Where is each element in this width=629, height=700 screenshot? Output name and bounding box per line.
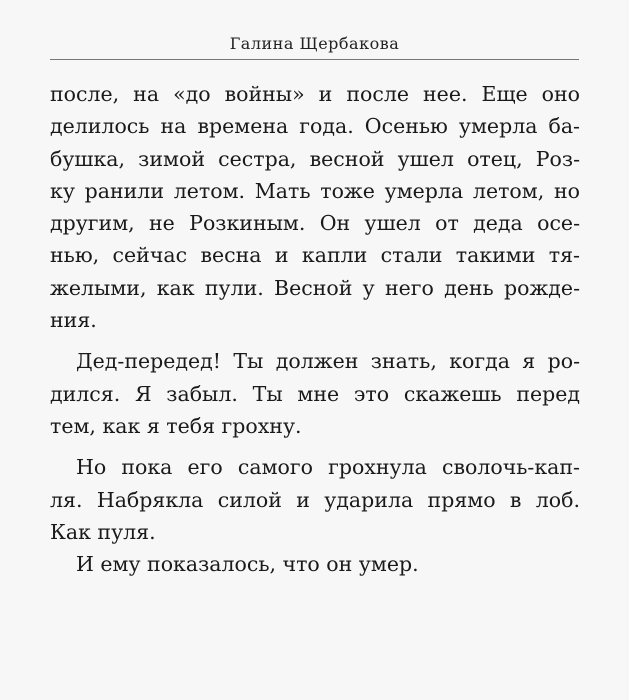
- text-line: бушка, зимой сестра, весной ушел отец, Роз-: [50, 146, 580, 171]
- paragraph: [50, 345, 580, 442]
- text-line: Но пока его самого грохнула сволочь-кап-: [76, 455, 580, 480]
- text-line: другим, не Розкиным. Он ушел от деда осе-: [50, 211, 580, 236]
- header-rule: [50, 59, 579, 60]
- text-line: ку ранили летом. Мать тоже умерла летом, но: [50, 178, 580, 203]
- text-line: ля. Набрякла силой и ударила прямо в лоб.: [50, 487, 580, 512]
- running-header: Галина Щербакова: [229, 34, 400, 53]
- text-line: нью, сейчас весна и капли стали такими тя-: [50, 243, 580, 268]
- text-line: дился. Я забыл. Ты мне это скажешь перед: [50, 381, 580, 406]
- text-line: делилось на времена года. Осенью умерла ба-: [50, 114, 580, 139]
- paragraph: [50, 548, 580, 580]
- paragraph: [50, 451, 580, 548]
- text-line: Как пуля.: [50, 519, 156, 544]
- text-line: после, на «до войны» и после нее. Еще оно: [50, 82, 580, 106]
- text-line: Дед-передед! Ты должен знать, когда я ро-: [76, 349, 580, 374]
- text-line: тем, как я тебя грохну.: [50, 413, 302, 438]
- body-text: [50, 78, 580, 580]
- paragraph: [50, 78, 580, 336]
- text-line: И ему показалось, что он умер.: [76, 552, 419, 577]
- text-line: ния.: [50, 308, 97, 333]
- text-line: желыми, как пули. Весной у него день рожде-: [50, 275, 580, 300]
